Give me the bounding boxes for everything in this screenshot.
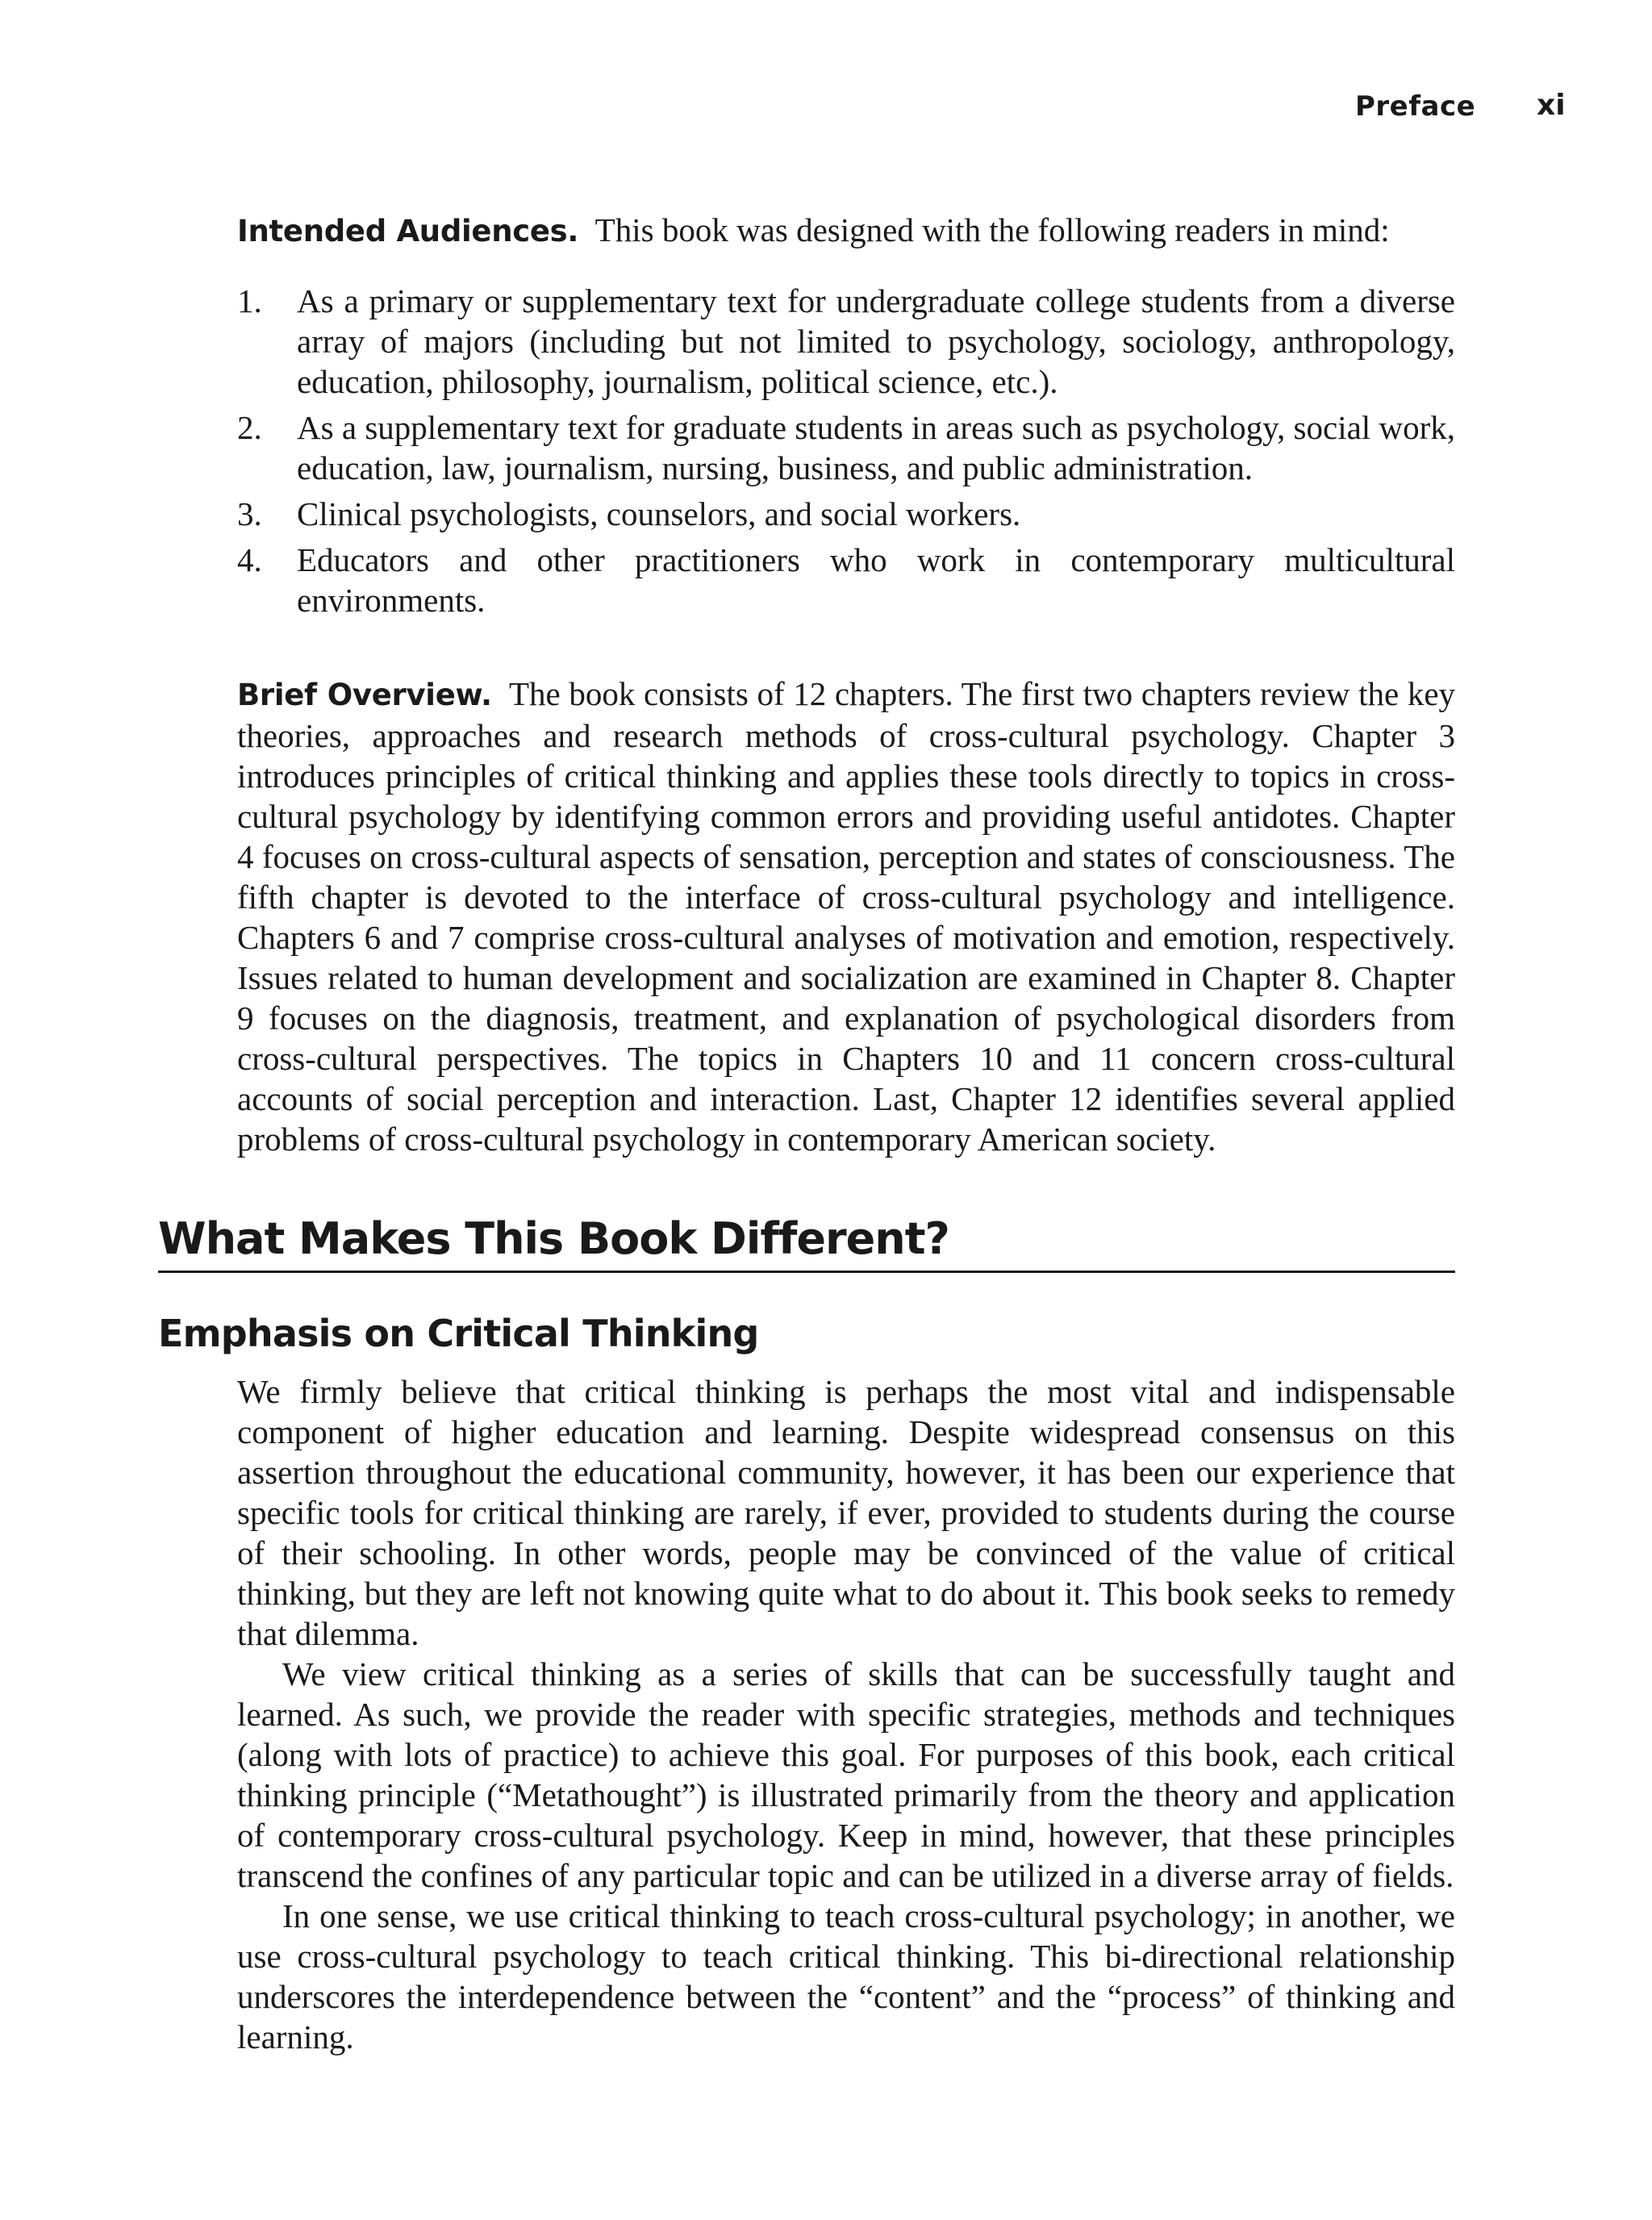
list-item-text: Clinical psychologists, counselors, and social workers.: [297, 495, 1021, 532]
list-item-number: 1.: [237, 282, 262, 319]
list-item-text: As a primary or supplementary text for undergraduate college students from a diverse array of majors (including but not limited to psychology, sociology, anthropology, education, philosophy, journalism, political science, etc.).: [297, 282, 1455, 400]
list-item: [237, 281, 1455, 402]
intended-audiences-paragraph: [237, 210, 1455, 252]
list-item: [237, 407, 1455, 488]
body-paragraph: We view critical thinking as a series of skills that can be successfully taught and learned. As such, we provide the reader with specific strategies, methods and techniques (along with lots of practice) to achieve this goal. For purposes of this book, each critical thinking principle (“Metathought”) is illustrated primarily from the theory and application of contemporary cross-cultural psychology. Keep in mind, however, that these principles transcend the confines of any particular topic and can be utilized in a diverse array of fields.: [237, 1655, 1455, 1894]
brief-overview-paragraph: [237, 674, 1455, 1159]
list-item-number: 4.: [237, 541, 262, 578]
body-paragraph: In one sense, we use critical thinking to teach cross-cultural psychology; in another, we use cross-cultural psychology to teach critical thinking. This bi-directional relationship underscores the interdependence between the “content” and the “process” of thinking and learning.: [237, 1897, 1455, 2055]
list-item-number: 2.: [237, 409, 262, 446]
running-head: Preface: [1355, 90, 1476, 123]
brief-overview-label: Brief Overview.: [237, 678, 492, 712]
list-item-number: 3.: [237, 495, 262, 532]
page-number: xi: [1537, 89, 1566, 122]
list-item: [237, 540, 1455, 620]
audience-list: [237, 281, 1455, 626]
body-paragraph: We firmly believe that critical thinking is perhaps the most vital and indispensable component of higher education and learning. Despite widespread consensus on this assertion throughout the educational community, however, it has been our experience that specific tools for critical thinking are rarely, if ever, provided to students during the course of their schooling. In other words, people may be convinced of the value of critical thinking, but they are left not knowing quite what to do about it. This book seeks to remedy that dilemma.: [237, 1373, 1455, 1652]
list-item: [237, 494, 1455, 534]
list-item-text: As a supplementary text for graduate students in areas such as psychology, social work, education, law, journalism, nursing, business, and public administration.: [297, 409, 1455, 486]
intended-audiences-text: This book was designed with the following readers in mind:: [594, 211, 1390, 248]
section-body: [237, 1371, 1455, 2057]
intended-audiences-label: Intended Audiences.: [237, 214, 579, 248]
subsection-heading: Emphasis on Critical Thinking: [158, 1312, 759, 1355]
section-heading: What Makes This Book Different?: [158, 1212, 1455, 1273]
brief-overview-text: The book consists of 12 chapters. The first two chapters review the key theories, approaches and research methods of cross-cultural psychology. Chapter 3 introduces principles of critical thinking and applies these tools directly to topics in cross-cultural psychology by identifying common errors and providing useful antidotes. Chapter 4 focuses on cross-cultural aspects of sensation, perception and states of consciousness. The fifth chapter is devoted to the interface of cross-cultural psychology and intelligence. Chapters 6 and 7 comprise cross-cultural analyses of motivation and emotion, respectively. Issues related to human development and socialization are examined in Chapter 8. Chapter 9 focuses on the diagnosis, treatment, and explanation of psychological disorders from cross-cultural perspectives. The topics in Chapters 10 and 11 concern cross-cultural accounts of social perception and interaction. Last, Chapter 12 identifies several applied problems of cross-cultural psychology in contemporary American society.: [237, 675, 1456, 1158]
list-item-text: Educators and other practitioners who work in contemporary multicultural environments.: [297, 541, 1455, 619]
